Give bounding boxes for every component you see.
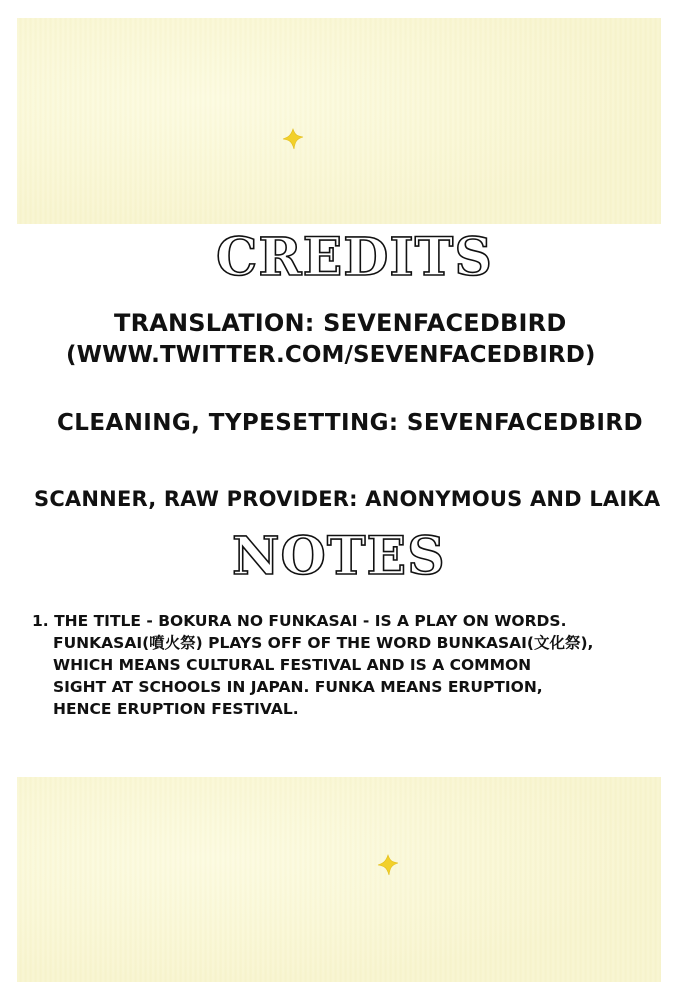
bottom-paper-band [17, 777, 661, 982]
translation-link: (WWW.TWITTER.COM/SEVENFACEDBIRD) [66, 342, 596, 368]
note-line: HENCE ERUPTION FESTIVAL. [53, 700, 299, 718]
credits-heading: CREDITS [216, 227, 493, 288]
sparkle-icon [280, 126, 306, 152]
note-line: WHICH MEANS CULTURAL FESTIVAL AND IS A COMMON [53, 656, 532, 674]
note-line: 1. THE TITLE - BOKURA NO FUNKASAI - IS A PLAY ON WORDS. [32, 612, 567, 630]
notes-body [32, 610, 632, 720]
scanner-raw-credit: SCANNER, RAW PROVIDER: ANONYMOUS AND LAIKA [34, 487, 661, 511]
top-paper-band [17, 18, 661, 224]
cleaning-typesetting-credit: CLEANING, TYPESETTING: SEVENFACEDBIRD [57, 410, 643, 436]
sparkle-icon [375, 852, 401, 878]
notes-heading: NOTES [232, 526, 446, 587]
note-line: SIGHT AT SCHOOLS IN JAPAN. FUNKA MEANS ERUPTION, [53, 678, 543, 696]
translation-credit: TRANSLATION: SEVENFACEDBIRD [114, 309, 567, 337]
note-line: FUNKASAI(噴火祭) PLAYS OFF OF THE WORD BUNKASAI(文化祭), [53, 634, 594, 652]
